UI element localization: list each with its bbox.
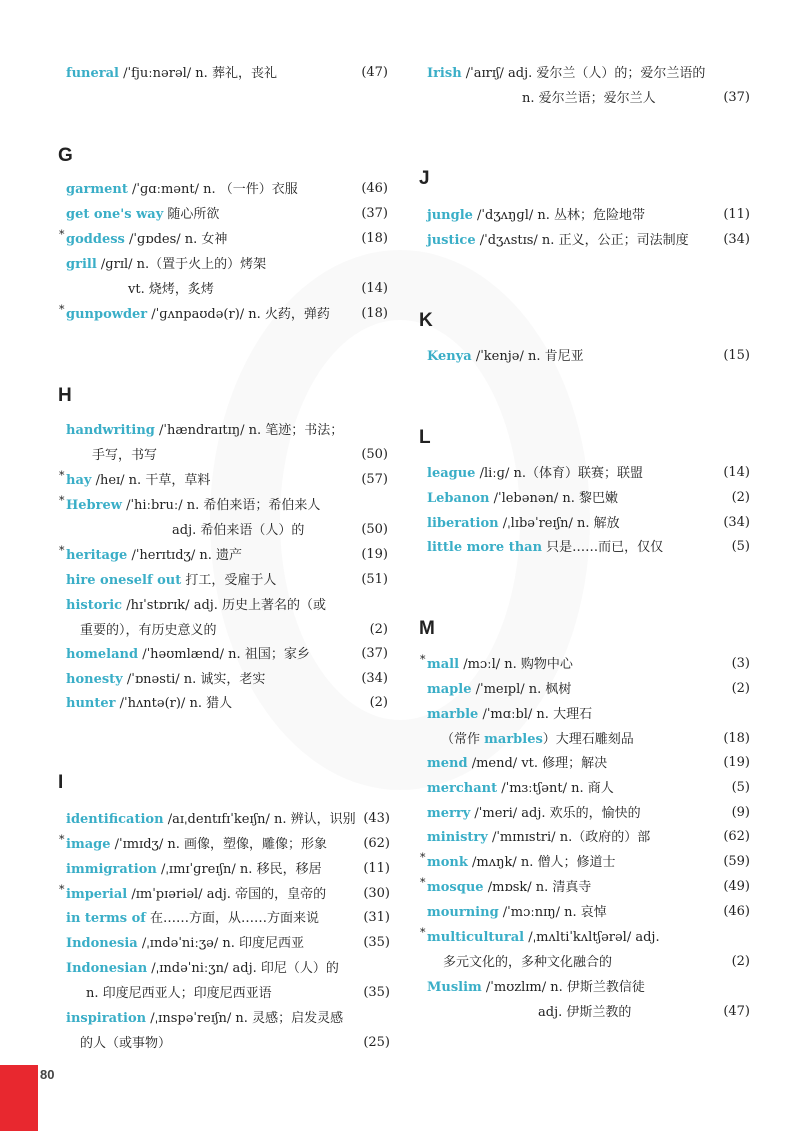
entry-immigration: immigration /ˌɪmɪˈɡreɪʃn/ n. 移民，移居 [66, 862, 322, 877]
page-ref: (49) [723, 879, 750, 894]
entry-monk: monk /mʌŋk/ n. 僧人；修道士 [427, 855, 616, 870]
page-ref: (18) [361, 231, 388, 246]
page-ref: (34) [723, 515, 750, 530]
entry-indonesian: Indonesian /ˌɪndəˈniːʒn/ adj. 印尼（人）的 [66, 961, 339, 976]
page-ref: (34) [723, 232, 750, 247]
page-ref: (50) [361, 447, 388, 462]
page-ref: (47) [723, 1004, 750, 1019]
page-ref: (18) [723, 731, 750, 746]
section-heading-l: L [419, 427, 431, 448]
section-heading-m: M [419, 618, 435, 639]
entry-merchant: merchant /ˈmɜːtʃənt/ n. 商人 [427, 781, 614, 796]
entry-gunpowder: gunpowder /ˈɡʌnpaʊdə(r)/ n. 火药，弹药 [66, 307, 330, 322]
page-ref: (5) [731, 539, 750, 554]
page-ref: (14) [361, 281, 388, 296]
star-mark: * [420, 653, 426, 666]
entry-marble: marble /ˈmɑːbl/ n. 大理石 [427, 707, 593, 722]
entry-multicultural: multicultural /ˌmʌltiˈkʌltʃərəl/ adj. [427, 930, 660, 945]
entry-hay: hay /heɪ/ n. 干草，草料 [66, 473, 211, 488]
page-ref: (37) [361, 206, 388, 221]
page-ref: (62) [363, 836, 390, 851]
page-ref: (25) [363, 1035, 390, 1050]
entry-mosque: mosque /mɒsk/ n. 清真寺 [427, 880, 592, 895]
entry-inspiration-cont: 的人（或事物） [80, 1036, 172, 1051]
entry-grill-cont: vt. 烧烤，炙烤 [128, 282, 214, 297]
page-ref: (47) [361, 65, 388, 80]
page-corner-ribbon [0, 1065, 38, 1131]
entry-irish-cont: n. 爱尔兰语；爱尔兰人 [522, 91, 656, 106]
entry-kenya: Kenya /ˈkenjə/ n. 肯尼亚 [427, 349, 584, 364]
entry-hebrew-cont: adj. 希伯来语（人）的 [172, 523, 305, 538]
page-ref: (9) [731, 805, 750, 820]
entry-jungle: jungle /ˈdʒʌŋɡl/ n. 丛林；危险地带 [427, 208, 645, 223]
page-ref: (2) [731, 954, 750, 969]
entry-identification: identification /aɪˌdentɪfɪˈkeɪʃn/ n. 辨认，识别 [66, 812, 356, 827]
page-ref: (3) [731, 656, 750, 671]
page-ref: (2) [731, 490, 750, 505]
page-ref: (57) [361, 472, 388, 487]
entry-heritage: heritage /ˈherɪtɪdʒ/ n. 遗产 [66, 548, 243, 563]
page-ref: (59) [723, 854, 750, 869]
entry-league: league /liːɡ/ n.（体育）联赛；联盟 [427, 466, 643, 481]
entry-marble-cont: （常作 marbles）大理石雕刻品 [441, 732, 634, 747]
page-ref: (50) [361, 522, 388, 537]
page-ref: (30) [363, 886, 390, 901]
entry-multicultural-cont: 多元文化的，多种文化融合的 [443, 955, 613, 970]
page-ref: (35) [363, 935, 390, 950]
entry-garment: garment /ˈɡɑːmənt/ n. （一件）衣服 [66, 182, 298, 197]
page-ref: (2) [369, 695, 388, 710]
star-mark: * [420, 876, 426, 889]
page-ref: (51) [361, 572, 388, 587]
entry-hire-oneself-out: hire oneself out 打工，受雇于人 [66, 573, 277, 588]
page-ref: (11) [723, 207, 750, 222]
entry-indonesian-cont: n. 印度尼西亚人；印度尼西亚语 [86, 986, 272, 1001]
entry-hebrew: Hebrew /ˈhiːbruː/ n. 希伯来语；希伯来人 [66, 498, 321, 513]
entry-grill: grill /ɡrɪl/ n.（置于火上的）烤架 [66, 257, 267, 272]
page-ref: (5) [731, 780, 750, 795]
page-ref: (43) [363, 811, 390, 826]
entry-get-ones-way: get one's way 随心所欲 [66, 207, 220, 222]
star-mark: * [59, 494, 65, 507]
entry-maple: maple /ˈmeɪpl/ n. 枫树 [427, 682, 572, 697]
page-ref: (14) [723, 465, 750, 480]
entry-handwriting-cont: 手写，书写 [92, 448, 158, 463]
entry-hunter: hunter /ˈhʌntə(r)/ n. 猎人 [66, 696, 233, 711]
section-heading-j: J [419, 168, 430, 189]
star-mark: * [420, 851, 426, 864]
section-heading-h: H [58, 385, 72, 406]
page-ref: (19) [723, 755, 750, 770]
page-ref: (2) [731, 681, 750, 696]
page-number: 80 [40, 1067, 55, 1082]
entry-lebanon: Lebanon /ˈlebənən/ n. 黎巴嫩 [427, 491, 619, 506]
entry-mend: mend /mend/ vt. 修理；解决 [427, 756, 608, 771]
page-ref: (62) [723, 829, 750, 844]
entry-irish: Irish /ˈaɪrɪʃ/ adj. 爱尔兰（人）的；爱尔兰语的 [427, 66, 706, 81]
star-mark: * [59, 469, 65, 482]
star-mark: * [59, 544, 65, 557]
page-ref: (37) [361, 646, 388, 661]
page-ref: (18) [361, 306, 388, 321]
entry-liberation: liberation /ˌlɪbəˈreɪʃn/ n. 解放 [427, 516, 620, 531]
entry-funeral: funeral /ˈfjuːnərəl/ n. 葬礼，丧礼 [66, 66, 277, 81]
entry-goddess: goddess /ˈɡɒdes/ n. 女神 [66, 232, 228, 247]
entry-ministry: ministry /ˈmɪnɪstri/ n.（政府的）部 [427, 830, 651, 845]
page-ref: (31) [363, 910, 390, 925]
entry-mall: mall /mɔːl/ n. 购物中心 [427, 657, 573, 672]
star-mark: * [59, 228, 65, 241]
entry-little-more-than: little more than 只是……而已，仅仅 [427, 540, 664, 555]
entry-muslim: Muslim /ˈmʊzlɪm/ n. 伊斯兰教信徒 [427, 980, 645, 995]
page-ref: (19) [361, 547, 388, 562]
section-heading-i: I [58, 772, 64, 793]
page-ref: (15) [723, 348, 750, 363]
entry-muslim-cont: adj. 伊斯兰教的 [538, 1005, 632, 1020]
section-heading-g: G [58, 145, 73, 166]
page-ref: (46) [723, 904, 750, 919]
section-heading-k: K [419, 310, 433, 331]
page-ref: (46) [361, 181, 388, 196]
entry-image: image /ˈɪmɪdʒ/ n. 画像，塑像，雕像；形象 [66, 837, 328, 852]
star-mark: * [59, 883, 65, 896]
star-mark: * [59, 303, 65, 316]
page-ref: (2) [369, 622, 388, 637]
entry-inspiration: inspiration /ˌɪnspəˈreɪʃn/ n. 灵感；启发灵感 [66, 1011, 344, 1026]
entry-merry: merry /ˈmeri/ adj. 欢乐的，愉快的 [427, 806, 641, 821]
entry-honesty: honesty /ˈɒnəsti/ n. 诚实，老实 [66, 672, 266, 687]
page-ref: (34) [361, 671, 388, 686]
entry-historic: historic /hɪˈstɒrɪk/ adj. 历史上著名的（或 [66, 598, 327, 613]
entry-handwriting: handwriting /ˈhændraɪtɪŋ/ n. 笔迹；书法； [66, 423, 344, 438]
star-mark: * [420, 926, 426, 939]
entry-mourning: mourning /ˈmɔːnɪŋ/ n. 哀悼 [427, 905, 607, 920]
entry-historic-cont: 重要的），有历史意义的 [80, 623, 217, 638]
star-mark: * [59, 833, 65, 846]
entry-homeland: homeland /ˈhəʊmlænd/ n. 祖国；家乡 [66, 647, 310, 662]
entry-indonesia: Indonesia /ˌɪndəˈniːʒə/ n. 印度尼西亚 [66, 936, 304, 951]
entry-imperial: imperial /ɪmˈpɪəriəl/ adj. 帝国的，皇帝的 [66, 887, 327, 902]
page-ref: (37) [723, 90, 750, 105]
page-ref: (35) [363, 985, 390, 1000]
entry-in-terms-of: in terms of 在……方面，从……方面来说 [66, 911, 320, 926]
entry-justice: justice /ˈdʒʌstɪs/ n. 正义，公正；司法制度 [427, 233, 689, 248]
page-ref: (11) [363, 861, 390, 876]
